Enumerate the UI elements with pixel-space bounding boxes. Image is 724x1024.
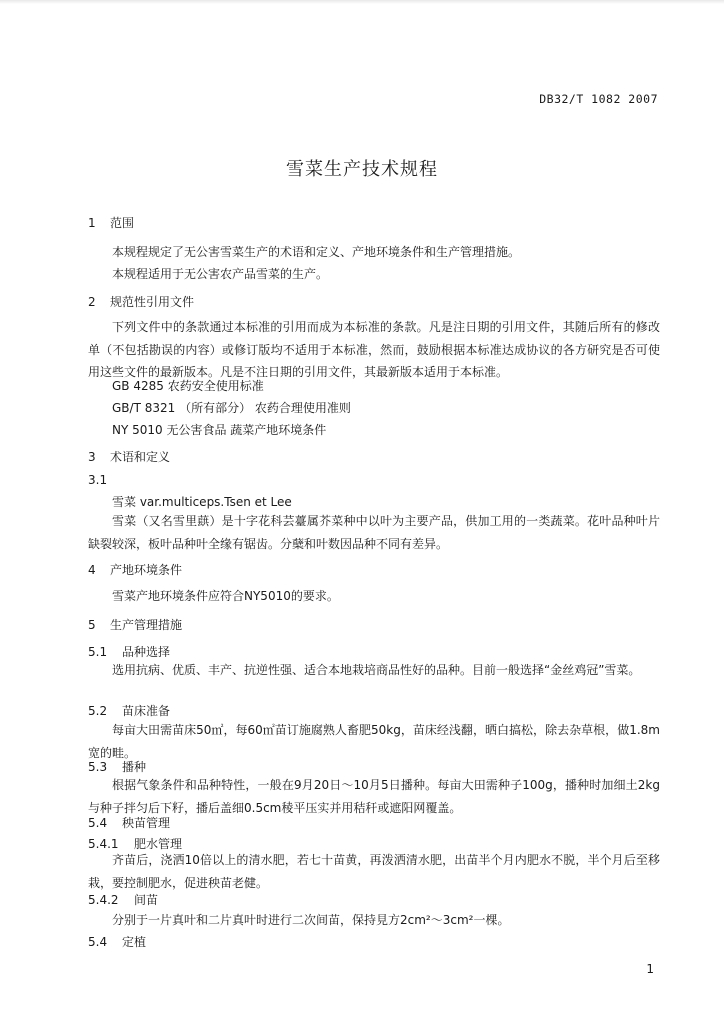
section-number: 1 <box>88 216 96 230</box>
standard-code: DB32/T 1082 2007 <box>539 92 658 106</box>
section-number: 5 <box>88 618 96 632</box>
section-4-heading <box>88 561 182 578</box>
subsection-5-4-heading-planting <box>88 933 146 950</box>
section-title: 范围 <box>110 216 135 230</box>
section-1-heading <box>88 214 134 231</box>
subsection-number: 5.4.2 <box>88 893 119 907</box>
section-number: 4 <box>88 563 96 577</box>
subsection-5-3-heading <box>88 758 146 775</box>
subsection-title: 肥水管理 <box>134 837 183 851</box>
subsection-number: 5.4 <box>88 816 108 830</box>
section-title: 术语和定义 <box>110 450 171 464</box>
subsection-title: 播种 <box>122 760 147 774</box>
paragraph: 本规程适用于无公害农产品雪菜的生产。 <box>112 267 329 281</box>
section-number: 2 <box>88 295 96 309</box>
paragraph: 分别于一片真叶和二片真叶时进行二次间苗，保持見方2cm²～3cm²一棵。 <box>112 913 510 927</box>
subsection-title: 秧苗管理 <box>122 816 171 830</box>
subsection-number: 3.1 <box>88 473 108 487</box>
subsection-title: 品种选择 <box>122 645 171 659</box>
subsection-5-4-2-heading <box>88 891 158 908</box>
subsection-5-1-heading <box>88 643 170 660</box>
subsection-5-2-heading <box>88 702 170 719</box>
section-3-heading <box>88 448 170 465</box>
section-5-heading <box>88 616 182 633</box>
subsection-title: 间苗 <box>134 893 159 907</box>
reference-item: GB/T 8321 （所有部分） 农药合理使用准则 <box>112 401 351 415</box>
section-title: 产地环境条件 <box>110 563 183 577</box>
page-number: 1 <box>646 962 654 976</box>
reference-item: GB 4285 农药安全使用标准 <box>112 379 264 393</box>
subsection-number: 5.4.1 <box>88 837 119 851</box>
paragraph: 齐苗后，浇洒10倍以上的清水肥，若七十苗黄，再泼洒清水肥，出苗半个月内肥水不脱，半个月后至移栽，要控制肥水，促进秧苗老健。 <box>88 853 660 890</box>
paragraph: 每亩大田需苗床50㎡，每60㎡苗订施腐熟人畜肥50kg，苗床经浅翻，晒白搞松，除去杂草根，做1.8m宽的畦。 <box>88 723 660 760</box>
subsection-number: 5.4 <box>88 935 108 949</box>
paragraph: 下列文件中的条款通过本标准的引用而成为本标准的条款。凡是注日期的引用文件，其随后所有的修改单（不包括勘误的内容）或修订版均不适用于本标准，然而，鼓励根据本标准达成协议的各方研究是否可使用这些文件的最新版本。凡是不注日期的引用文件，其最新版本适用于本标准。 <box>88 320 660 379</box>
subsection-title: 苗床准备 <box>122 704 171 718</box>
document-title: 雪菜生产技术规程 <box>286 159 438 180</box>
section-title: 规范性引用文件 <box>110 295 195 309</box>
subsection-5-4-heading <box>88 814 170 831</box>
paragraph: 根据气象条件和品种特性，一般在9月20日～10月5日播种。每亩大田需种子100g，播种时加细土2kg与种子拌匀后下籽，播后盖细0.5cm稜平压实并用秸秆或遮阳网覆盖。 <box>88 778 660 815</box>
reference-item: NY 5010 无公害食品 蔬菜产地环境条件 <box>112 423 327 437</box>
section-title: 生产管理措施 <box>110 618 183 632</box>
subsection-title: 定植 <box>122 935 147 949</box>
subsection-number: 5.3 <box>88 760 108 774</box>
subsection-number: 5.2 <box>88 704 108 718</box>
paragraph: 雪菜产地环境条件应符合NY5010的要求。 <box>112 589 339 603</box>
subsection-number: 5.1 <box>88 645 108 659</box>
paragraph: 雪菜（又名雪里蕻）是十字花科芸薹属芥菜种中以叶为主要产品，供加工用的一类蔬菜。花叶品种叶片缺裂较深，板叶品种叶全缘有锯齿。分蘖和叶数因品种不同有差异。 <box>88 514 660 551</box>
paragraph: 选用抗病、优质、丰产、抗逆性强、适合本地栽培商品性好的品种。目前一般选择“金丝鸡冠”雪菜。 <box>112 663 641 677</box>
section-number: 3 <box>88 450 96 464</box>
scan-edge <box>0 0 724 4</box>
section-2-heading <box>88 293 194 310</box>
term: 雪菜 var.multiceps.Tsen et Lee <box>112 495 292 509</box>
paragraph: 本规程规定了无公害雪菜生产的术语和定义、产地环境条件和生产管理措施。 <box>112 245 521 259</box>
